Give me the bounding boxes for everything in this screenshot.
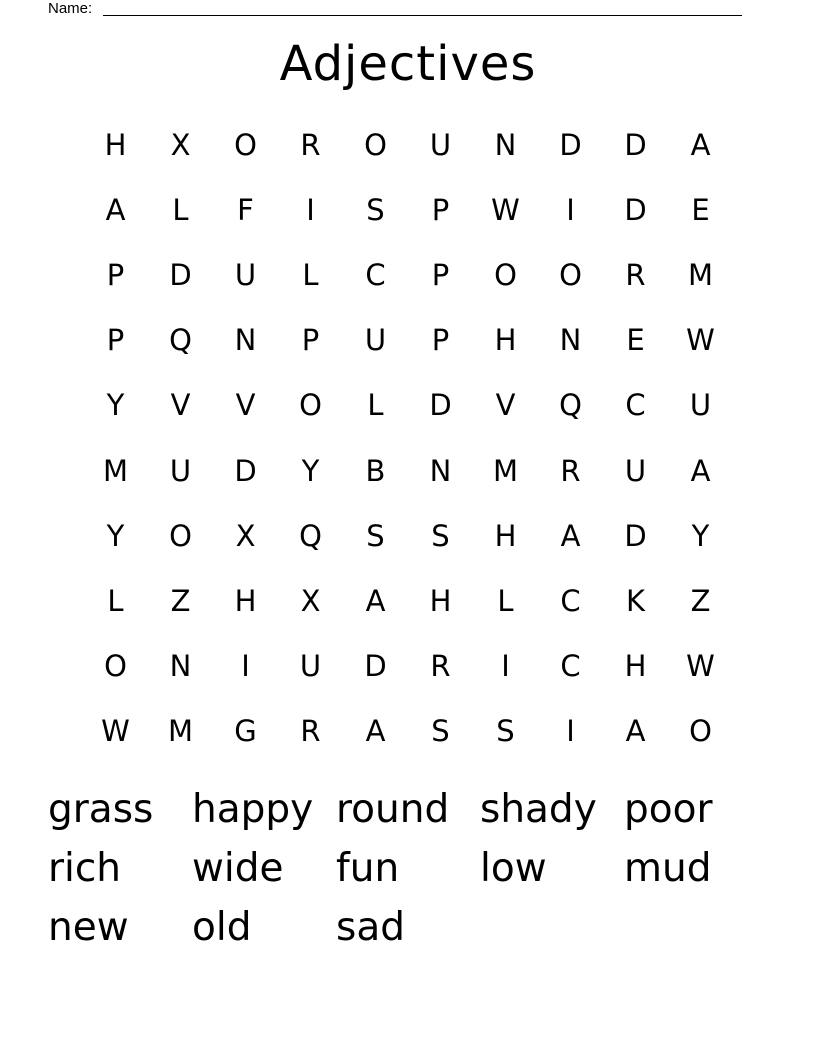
grid-cell: L — [172, 192, 189, 227]
grid-cell: D — [169, 257, 192, 292]
name-label: Name: — [48, 0, 93, 17]
grid-cell: Q — [559, 388, 582, 423]
grid-cell: U — [624, 453, 647, 488]
grid-cell: L — [497, 583, 514, 618]
word-bank-item: sad — [336, 905, 405, 950]
word-bank-item: wide — [192, 846, 284, 891]
grid-cell: G — [234, 714, 257, 749]
word-bank-item: mud — [624, 846, 712, 891]
grid-cell: S — [366, 192, 385, 227]
grid-cell: Y — [106, 518, 125, 553]
grid-cell: U — [364, 323, 387, 358]
grid-cell: A — [560, 518, 581, 553]
grid-cell: E — [626, 323, 645, 358]
grid-cell: H — [624, 649, 647, 684]
grid-cell: O — [689, 714, 712, 749]
word-bank-item: old — [192, 905, 252, 950]
word-bank-item: rich — [48, 846, 122, 891]
grid-cell: A — [365, 714, 386, 749]
grid-cell: L — [302, 257, 319, 292]
grid-cell: S — [496, 714, 515, 749]
grid-cell: O — [104, 649, 127, 684]
grid-cell: D — [234, 453, 257, 488]
letter-grid — [83, 112, 733, 764]
grid-cell: R — [625, 257, 646, 292]
grid-cell: Y — [691, 518, 710, 553]
grid-cell: O — [494, 257, 517, 292]
grid-cell: Y — [106, 388, 125, 423]
grid-cell: S — [431, 714, 450, 749]
grid-cell: D — [624, 518, 647, 553]
grid-cell: P — [431, 257, 450, 292]
grid-cell: D — [364, 649, 387, 684]
grid-cell: D — [624, 192, 647, 227]
grid-cell: I — [566, 192, 575, 227]
grid-cell: H — [494, 323, 517, 358]
grid-cell: H — [104, 127, 127, 162]
grid-cell: U — [299, 649, 322, 684]
grid-cell: O — [559, 257, 582, 292]
grid-cell: P — [106, 257, 125, 292]
grid-cell: K — [625, 583, 646, 618]
grid-cell: B — [365, 453, 386, 488]
grid-cell: A — [105, 192, 126, 227]
grid-cell: P — [431, 323, 450, 358]
grid-cell: L — [367, 388, 384, 423]
grid-cell: H — [234, 583, 257, 618]
grid-cell: H — [494, 518, 517, 553]
grid-cell: P — [301, 323, 320, 358]
word-bank-item: fun — [336, 846, 400, 891]
grid-cell: M — [102, 453, 129, 488]
grid-cell: W — [101, 714, 130, 749]
word-bank-item: happy — [192, 787, 314, 832]
grid-cell: A — [365, 583, 386, 618]
grid-cell: V — [170, 388, 191, 423]
grid-cell: N — [429, 453, 452, 488]
word-bank-item: new — [48, 905, 129, 950]
grid-cell: V — [235, 388, 256, 423]
grid-cell: P — [431, 192, 450, 227]
grid-cell: D — [429, 388, 452, 423]
grid-cell: A — [625, 714, 646, 749]
grid-cell: Z — [690, 583, 711, 618]
grid-cell: S — [431, 518, 450, 553]
grid-cell: X — [235, 518, 256, 553]
grid-cell: Q — [169, 323, 192, 358]
grid-cell: N — [559, 323, 582, 358]
word-bank-item: round — [336, 787, 450, 832]
grid-cell: O — [299, 388, 322, 423]
grid-cell: D — [559, 127, 582, 162]
grid-cell: H — [429, 583, 452, 618]
grid-cell: P — [106, 323, 125, 358]
word-bank-item: shady — [480, 787, 597, 832]
grid-cell: N — [234, 323, 257, 358]
grid-cell: N — [494, 127, 517, 162]
grid-cell: I — [501, 649, 510, 684]
grid-cell: F — [237, 192, 254, 227]
name-underline[interactable] — [103, 15, 742, 16]
grid-cell: M — [687, 257, 714, 292]
grid-cell: Z — [170, 583, 191, 618]
grid-cell: X — [300, 583, 321, 618]
grid-cell: M — [167, 714, 194, 749]
grid-cell: C — [560, 649, 581, 684]
name-field[interactable] — [48, 0, 742, 18]
grid-cell: W — [491, 192, 520, 227]
grid-cell: C — [365, 257, 386, 292]
grid-cell: O — [364, 127, 387, 162]
grid-cell: R — [560, 453, 581, 488]
grid-cell: S — [366, 518, 385, 553]
grid-cell: R — [300, 127, 321, 162]
grid-cell: R — [430, 649, 451, 684]
grid-cell: I — [306, 192, 315, 227]
grid-cell: X — [170, 127, 191, 162]
grid-cell: D — [624, 127, 647, 162]
grid-cell: Y — [301, 453, 320, 488]
grid-cell: A — [690, 127, 711, 162]
word-bank-item: poor — [624, 787, 713, 832]
grid-cell: C — [560, 583, 581, 618]
grid-cell: E — [691, 192, 710, 227]
grid-cell: I — [241, 649, 250, 684]
grid-cell: W — [686, 649, 715, 684]
page-title: Adjectives — [279, 36, 537, 92]
grid-cell: O — [169, 518, 192, 553]
grid-cell: V — [495, 388, 516, 423]
grid-cell: C — [625, 388, 646, 423]
grid-cell: N — [169, 649, 192, 684]
word-bank — [48, 780, 768, 957]
grid-cell: W — [686, 323, 715, 358]
grid-cell: R — [300, 714, 321, 749]
grid-cell: A — [690, 453, 711, 488]
grid-cell: L — [107, 583, 124, 618]
grid-cell: M — [492, 453, 519, 488]
grid-cell: I — [566, 714, 575, 749]
grid-cell: Q — [299, 518, 322, 553]
grid-cell: U — [689, 388, 712, 423]
grid-cell: U — [429, 127, 452, 162]
grid-cell: U — [234, 257, 257, 292]
grid-cell: O — [234, 127, 257, 162]
word-bank-item: low — [480, 846, 547, 891]
grid-cell: U — [169, 453, 192, 488]
word-bank-item: grass — [48, 787, 154, 832]
